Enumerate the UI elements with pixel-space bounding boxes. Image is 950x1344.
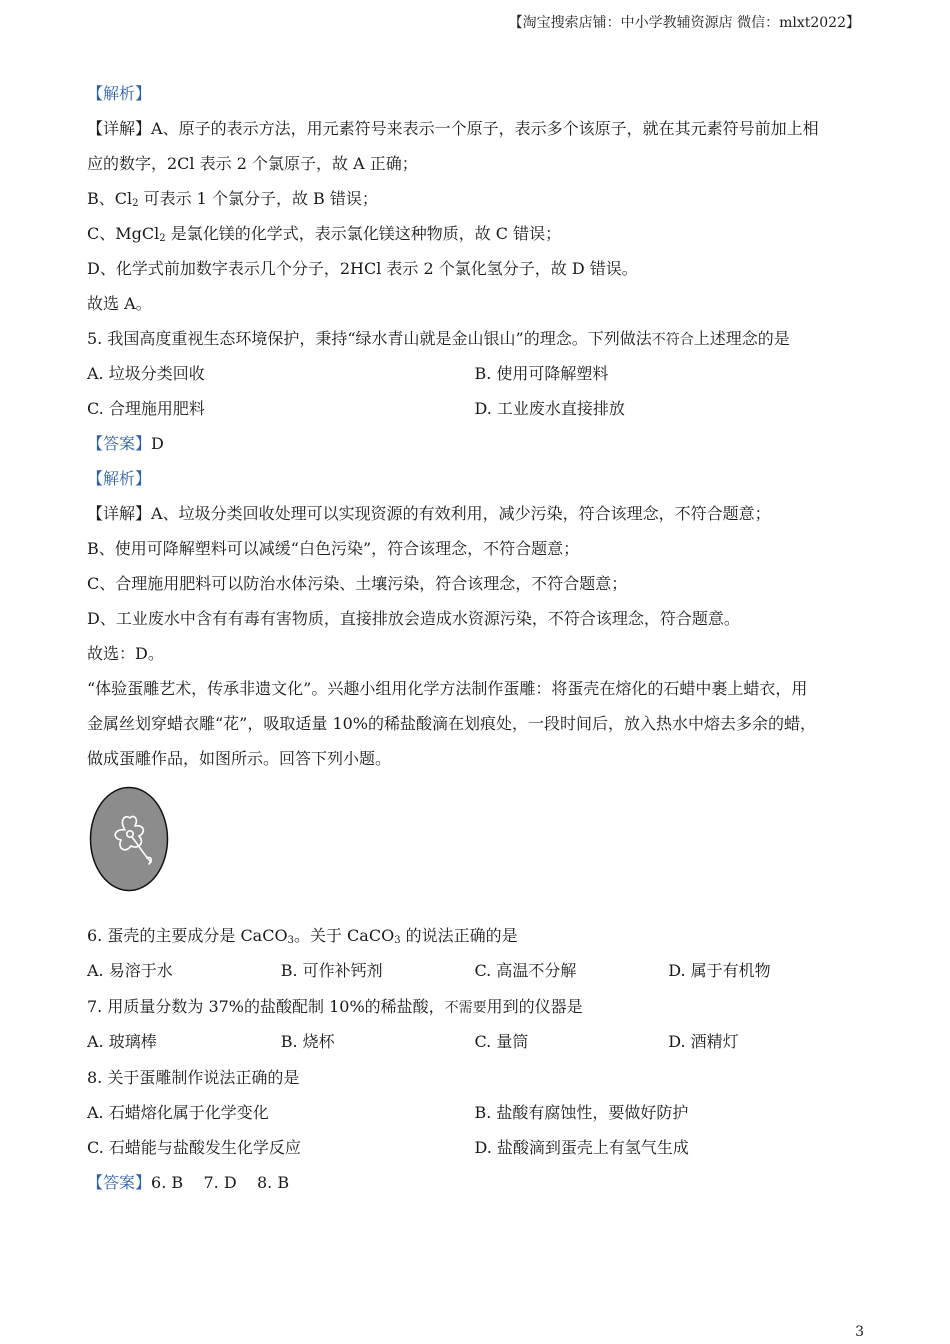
q7-option-c: C. 量筒	[474, 1032, 529, 1051]
q5-analysis-heading	[87, 461, 862, 496]
q5-options-row1	[87, 356, 862, 391]
q7-options	[87, 1024, 862, 1060]
q6-stem-pre: 6. 蛋壳的主要成分是 CaCO	[87, 926, 288, 945]
q6-stem-post: 的说法正确的是	[400, 926, 518, 945]
document-content	[87, 76, 862, 1200]
q6-sub2: 3	[394, 935, 401, 946]
q6-options	[87, 953, 862, 989]
q5-option-d: D. 工业废水直接排放	[474, 399, 625, 418]
analysis-heading	[87, 76, 862, 111]
detail-c-pre: C、MgCl	[87, 224, 160, 243]
q6-stem-mid: 。关于 CaCO	[293, 926, 395, 945]
q7-option-d: D. 酒精灯	[668, 1032, 739, 1051]
detail-b-pre: B、Cl	[87, 189, 133, 208]
q7-option-b: B. 烧杯	[280, 1032, 335, 1051]
q5-option-a: A. 垃圾分类回收	[87, 364, 205, 383]
detail-b	[87, 181, 862, 216]
detail-tag: 【详解】	[87, 504, 152, 523]
page-header: 【淘宝搜索店铺：中小学教辅资源店 微信：mlxt2022】	[508, 15, 860, 31]
passage-line3: 做成蛋雕作品，如图所示。回答下列小题。	[87, 749, 392, 768]
page-number: 3	[855, 1324, 864, 1340]
detail-tag: 【详解】	[87, 119, 152, 138]
detail-a-line2: 应的数字，2Cl 表示 2 个氯原子，故 A 正确；	[87, 154, 418, 173]
q6-sub1: 3	[287, 935, 294, 946]
q8-options-row1	[87, 1095, 862, 1130]
q7-stem-emphasis: 不需要	[444, 999, 487, 1016]
q5-options-row2	[87, 391, 862, 426]
q8-answer	[87, 1165, 862, 1200]
question-5-stem	[87, 321, 862, 356]
detail-b-sub: 2	[132, 198, 139, 209]
q6-option-d: D. 属于有机物	[668, 961, 771, 980]
q7-stem-post: 用到的仪器是	[486, 996, 583, 1016]
detail-d: D、化学式前加数字表示几个分子，2HCl 表示 2 个氯化氢分子，故 D 错误。	[87, 259, 638, 278]
q5-option-c: C. 合理施用肥料	[87, 399, 205, 418]
analysis-tag: 【解析】	[87, 84, 152, 103]
answer-tag: 【答案】	[87, 1172, 152, 1192]
q7-stem-pre: 7. 用质量分数为 37%的盐酸配制 10%的稀盐酸，	[87, 996, 445, 1016]
analysis-tag: 【解析】	[87, 469, 152, 488]
question-7-stem	[87, 989, 862, 1025]
q6-option-b: B. 可作补钙剂	[280, 961, 383, 980]
detail-c-post: 是氯化镁的化学式，表示氯化镁这种物质，故 C 错误；	[165, 224, 562, 243]
conclusion: 故选 A。	[87, 294, 152, 313]
q8-option-b: B. 盐酸有腐蚀性，要做好防护	[474, 1102, 689, 1122]
q8-option-c: C. 石蜡能与盐酸发生化学反应	[87, 1137, 301, 1157]
question-8-stem: 8. 关于蛋雕制作说法正确的是	[87, 1067, 300, 1087]
q5-stem-pre: 5. 我国高度重视生态环境保护，秉持“绿水青山就是金山银山”的理念。下列做法	[87, 329, 652, 348]
q5-option-b: B. 使用可降解塑料	[474, 364, 609, 383]
question-6-stem	[87, 918, 862, 953]
answer-value: D	[151, 434, 164, 453]
q7-option-a: A. 玻璃棒	[87, 1032, 157, 1051]
detail-c-sub: 2	[159, 233, 166, 244]
q5-answer	[87, 426, 862, 461]
answer-value: 6. B 7. D 8. B	[151, 1172, 290, 1192]
q6-option-c: C. 高温不分解	[474, 961, 577, 980]
passage-line1: “体验蛋雕艺术，传承非遗文化”。兴趣小组用化学方法制作蛋雕：将蛋壳在熔化的石蜡中裹上蜡衣，用	[87, 679, 808, 698]
q8-option-d: D. 盐酸滴到蛋壳上有氢气生成	[474, 1137, 689, 1157]
answer-tag: 【答案】	[87, 434, 152, 453]
egg-carving-image	[89, 786, 169, 892]
q5-detail-d: D、工业废水中含有有毒有害物质，直接排放会造成水资源污染，不符合该理念，符合题意。	[87, 609, 740, 628]
detail-a-line1	[87, 111, 862, 146]
detail-text: A、原子的表示方法，用元素符号来表示一个原子，表示多个该原子，就在其元素符号前加上相	[151, 119, 819, 138]
q5-detail-c: C、合理施用肥料可以防治水体污染、土壤污染，符合该理念，不符合题意；	[87, 574, 628, 593]
q5-stem-post: 上述理念的是	[693, 329, 790, 348]
detail-c	[87, 216, 862, 251]
q6-option-a: A. 易溶于水	[87, 961, 173, 980]
passage-line2: 金属丝划穿蜡衣雕“花”，吸取适量 10%的稀盐酸滴在划痕处，一段时间后，放入热水中熔去多余的蜡，	[87, 714, 817, 733]
detail-b-post: 可表示 1 个氯分子，故 B 错误；	[138, 189, 378, 208]
q8-option-a: A. 石蜡熔化属于化学变化	[87, 1102, 269, 1122]
q5-detail-b: B、使用可降解塑料可以减缓“白色污染”，符合该理念，不符合题意；	[87, 539, 580, 558]
detail-text: A、垃圾分类回收处理可以实现资源的有效利用，减少污染，符合该理念，不符合题意；	[151, 504, 771, 523]
q5-conclusion: 故选：D。	[87, 644, 164, 663]
q8-options-row2	[87, 1130, 862, 1165]
q5-detail-a	[87, 496, 862, 531]
q5-stem-emphasis: 不符合	[651, 332, 694, 348]
